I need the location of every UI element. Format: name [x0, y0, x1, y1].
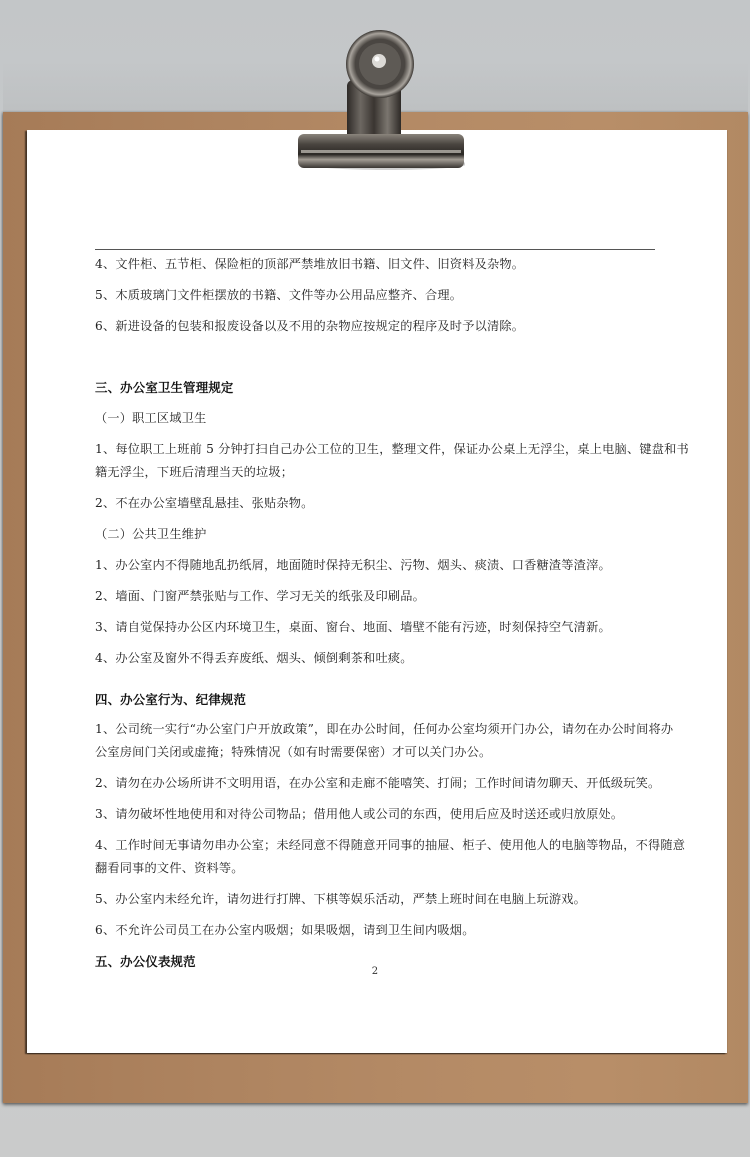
staff-item-1-cont: 籍无浮尘，下班后清理当天的垃圾；	[95, 465, 294, 479]
conduct-item-3: 3、请勿破坏性地使用和对待公司物品；借用他人或公司的东西，使用后应及时送还或归放原处。	[95, 807, 624, 821]
page-number: 2	[371, 966, 379, 977]
conduct-item-1-cont: 公室房间门关闭或虚掩；特殊情况（如有时需要保密）才可以关门办公。	[95, 745, 492, 759]
header-rule	[95, 249, 655, 250]
staff-item-1: 1、每位职工上班前 5 分钟打扫自己办公工位的卫生，整理文件，保证办公桌上无浮尘，桌上电脑、键盘和书	[95, 442, 689, 456]
conduct-item-2: 2、请勿在办公场所讲不文明用语，在办公室和走廊不能嘻笑、打闹；工作时间请勿聊天、开低级玩笑。	[95, 776, 661, 790]
section-heading-4: 四、办公室行为、纪律规范	[95, 692, 247, 707]
conduct-item-6: 6、不允许公司员工在办公室内吸烟；如果吸烟，请到卫生间内吸烟。	[95, 923, 475, 937]
rule-item-4: 4、文件柜、五节柜、保险柜的顶部严禁堆放旧书籍、旧文件、旧资料及杂物。	[95, 257, 525, 271]
public-item-3: 3、请自觉保持办公区内环境卫生，桌面、窗台、地面、墙壁不能有污迹，时刻保持空气清新。	[95, 620, 611, 634]
rule-item-6: 6、新进设备的包装和报废设备以及不用的杂物应按规定的程序及时予以清除。	[95, 319, 525, 333]
conduct-item-5: 5、办公室内未经允许，请勿进行打牌、下棋等娱乐活动，严禁上班时间在电脑上玩游戏。	[95, 892, 587, 906]
public-item-4: 4、办公室及窗外不得丢弃废纸、烟头、倾倒剩茶和吐痰。	[95, 651, 413, 665]
conduct-item-4-cont: 翻看同事的文件、资料等。	[95, 861, 244, 875]
subheading-staff-area: （一）职工区域卫生	[95, 411, 207, 425]
binder-clip-icon	[297, 22, 465, 172]
conduct-item-4: 4、工作时间无事请勿串办公室；未经同意不得随意开同事的抽屉、柜子、使用他人的电脑等物品，不得随意	[95, 838, 686, 852]
section-heading-5: 五、办公仪表规范	[95, 954, 196, 969]
subheading-public-area: （二）公共卫生维护	[95, 527, 207, 541]
rule-item-5: 5、木质玻璃门文件柜摆放的书籍、文件等办公用品应整齐、合理。	[95, 288, 463, 302]
public-item-1: 1、办公室内不得随地乱扔纸屑，地面随时保持无积尘、污物、烟头、痰渍、口香糖渣等渣滓。	[95, 558, 611, 572]
public-item-2: 2、墙面、门窗严禁张贴与工作、学习无关的纸张及印刷品。	[95, 589, 426, 603]
section-heading-3: 三、办公室卫生管理规定	[95, 380, 234, 395]
conduct-item-1: 1、公司统一实行“办公室门户开放政策”，即在办公时间，任何办公室均须开门办公，请勿在办公时间将办	[95, 722, 674, 736]
staff-item-2: 2、不在办公室墙壁乱悬挂、张贴杂物。	[95, 496, 314, 510]
